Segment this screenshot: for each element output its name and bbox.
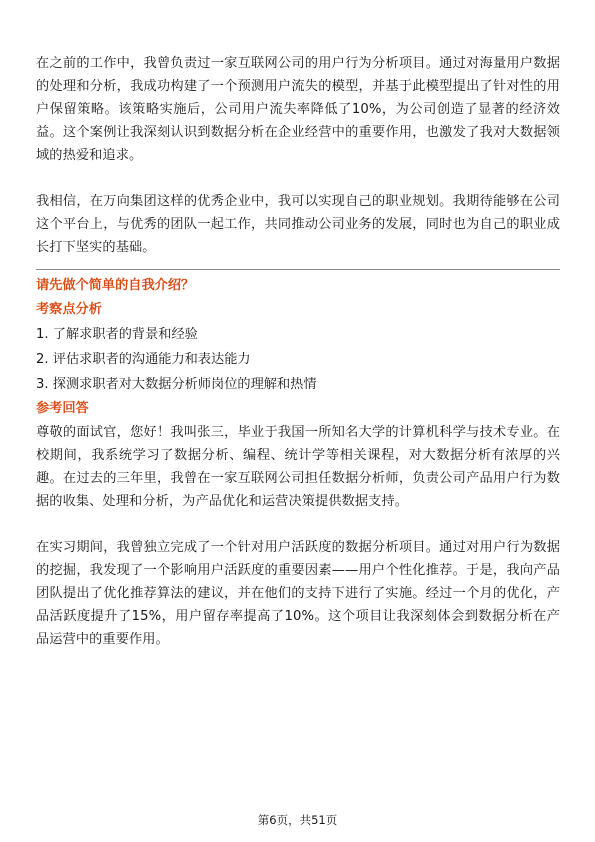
analysis-item-3: 3. 探测求职者对大数据分析师岗位的理解和热情 bbox=[36, 377, 317, 392]
paragraph-spacer bbox=[36, 513, 560, 536]
analysis-heading: 考察点分析 bbox=[36, 302, 102, 317]
intro-paragraph-2: 我相信，在万向集团这样的优秀企业中，我可以实现自己的职业规划。我期待能够在公司这个平台上，与优秀的团队一起工作，共同推动公司业务的发展，同时也为自己的职业成长打下坚实的基础。 bbox=[36, 194, 560, 255]
answer-paragraph-2: 在实习期间，我曾独立完成了一个针对用户活跃度的数据分析项目。通过对用户行为数据的挖掘，我发现了一个影响用户活跃度的重要因素——用户个性化推荐。于是，我向产品团队提出了优化推荐算法的建议，并在他们的支持下进行了实施。经过一个月的优化，产品活跃度提升了15%，用户留存率提高了10%。这个项目让我深刻体会到数据分析在产品运营中的重要作用。 bbox=[36, 540, 560, 647]
page-content bbox=[36, 52, 560, 651]
analysis-item-2: 2. 评估求职者的沟通能力和表达能力 bbox=[36, 352, 251, 367]
intro-paragraph-1: 在之前的工作中，我曾负责过一家互联网公司的用户行为分析项目。通过对海量用户数据的处理和分析，我成功构建了一个预测用户流失的模型，并基于此模型提出了针对性的用户保留策略。该策略实施后，公司用户流失率降低了10%，为公司创造了显著的经济效益。这个案例让我深刻认识到数据分析在企业经营中的重要作用，也激发了我对大数据领域的热爱和追求。 bbox=[36, 56, 560, 163]
interview-question: 请先做个简单的自我介绍？ bbox=[36, 278, 195, 293]
paragraph-spacer bbox=[36, 167, 560, 190]
answer-heading: 参考回答 bbox=[36, 401, 89, 416]
section-divider bbox=[36, 269, 560, 270]
answer-paragraph-1: 尊敬的面试官，您好！我叫张三，毕业于我国一所知名大学的计算机科学与技术专业。在校期间，我系统学习了数据分析、编程、统计学等相关课程，对大数据分析有浓厚的兴趣。在过去的三年里，我曾在一家互联网公司担任数据分析师，负责公司产品用户行为数据的收集、处理和分析，为产品优化和运营决策提供数据支持。 bbox=[36, 425, 560, 509]
analysis-item-1: 1. 了解求职者的背景和经验 bbox=[36, 327, 198, 342]
page-number: 第6页，共51页 bbox=[257, 813, 338, 827]
analysis-list bbox=[36, 322, 560, 397]
